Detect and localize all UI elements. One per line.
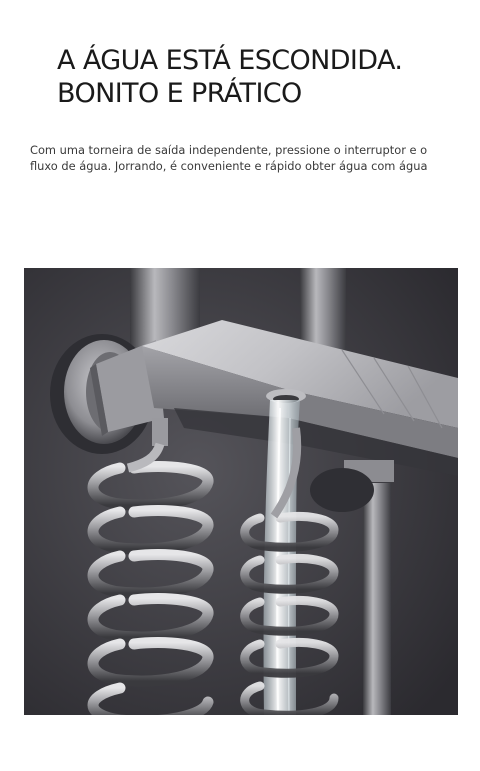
headline-line-1: A ÁGUA ESTÁ ESCONDIDA. — [57, 45, 403, 76]
headline-line-2: BONITO E PRÁTICO — [57, 78, 302, 109]
description: Com uma torneira de saída independente, pressione o interruptor e o fluxo de água. Jorrando, é conveniente e rápido obter água com água — [30, 143, 428, 173]
headline — [57, 44, 402, 110]
product-photo — [24, 268, 458, 715]
